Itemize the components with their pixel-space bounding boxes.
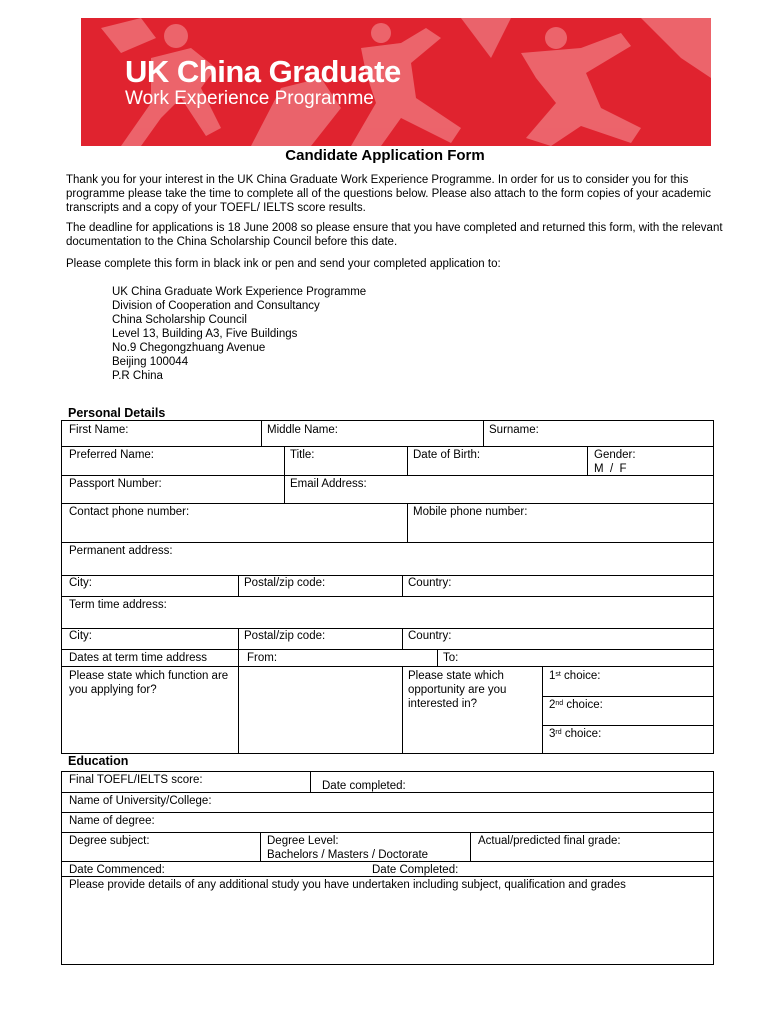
date-of-birth-field[interactable]: Date of Birth:: [413, 449, 481, 461]
address-line: Division of Cooperation and Consultancy: [112, 300, 320, 312]
opportunity-question: Please state which opportunity are you interested in?: [408, 670, 507, 710]
education-heading: Education: [68, 754, 129, 768]
programme-banner: [81, 18, 711, 146]
toefl-ielts-score-field[interactable]: Final TOEFL/IELTS score:: [69, 774, 203, 786]
date-commenced-field[interactable]: Date Commenced:: [69, 864, 165, 876]
third-choice-field[interactable]: 3rd choice:: [549, 728, 602, 740]
date-completed-2-field[interactable]: Date Completed:: [372, 864, 459, 876]
gender-options[interactable]: M / F: [594, 463, 627, 475]
university-field[interactable]: Name of University/College:: [69, 795, 212, 807]
passport-number-field[interactable]: Passport Number:: [69, 478, 162, 490]
personal-details-table: [61, 420, 714, 754]
term-postal-code-field[interactable]: Postal/zip code:: [244, 630, 326, 642]
city-field[interactable]: City:: [69, 577, 92, 589]
country-field[interactable]: Country:: [408, 577, 452, 589]
gender-field[interactable]: [594, 448, 636, 476]
degree-level-field[interactable]: [267, 834, 428, 862]
date-completed-field[interactable]: Date completed:: [322, 780, 406, 792]
address-line: UK China Graduate Work Experience Programme: [112, 286, 367, 298]
banner-title: UK China Graduate: [125, 54, 401, 89]
dates-term-label: Dates at term time address: [69, 652, 208, 664]
degree-subject-field[interactable]: Degree subject:: [69, 835, 150, 847]
function-question: Please state which function are you applying for?: [69, 670, 229, 696]
term-country-field[interactable]: Country:: [408, 630, 452, 642]
first-name-field[interactable]: First Name:: [69, 424, 129, 436]
mailing-address: [112, 285, 366, 383]
email-address-field[interactable]: Email Address:: [290, 478, 367, 490]
personal-details-heading: Personal Details: [68, 406, 166, 420]
additional-study-field[interactable]: Please provide details of any additional study you have undertaken including subject, qualification and grades: [69, 879, 626, 891]
degree-level-options[interactable]: Bachelors / Masters / Doctorate: [267, 849, 429, 861]
degree-level-label: Degree Level:: [267, 835, 339, 847]
mobile-phone-field[interactable]: Mobile phone number:: [413, 506, 528, 518]
middle-name-field[interactable]: Middle Name:: [267, 424, 338, 436]
address-line: China Scholarship Council: [112, 314, 247, 326]
to-date-field[interactable]: To:: [443, 652, 459, 664]
second-choice-field[interactable]: 2nd choice:: [549, 699, 603, 711]
postal-code-field[interactable]: Postal/zip code:: [244, 577, 326, 589]
surname-field[interactable]: Surname:: [489, 424, 539, 436]
title-field[interactable]: Title:: [290, 449, 315, 461]
degree-name-field[interactable]: Name of degree:: [69, 815, 155, 827]
banner-subtitle: Work Experience Programme: [125, 88, 374, 109]
gender-label: Gender:: [594, 449, 636, 461]
education-table: [61, 771, 714, 965]
contact-phone-field[interactable]: Contact phone number:: [69, 506, 190, 518]
address-line: Level 13, Building A3, Five Buildings: [112, 328, 298, 340]
final-grade-field[interactable]: Actual/predicted final grade:: [478, 835, 621, 847]
form-title: Candidate Application Form: [285, 147, 485, 164]
preferred-name-field[interactable]: Preferred Name:: [69, 449, 155, 461]
permanent-address-field[interactable]: Permanent address:: [69, 545, 173, 557]
address-line: P.R China: [112, 370, 163, 382]
from-date-field[interactable]: From:: [247, 652, 278, 664]
address-line: Beijing 100044: [112, 356, 189, 368]
intro-paragraph-3: Please complete this form in black ink or pen and send your completed application to:: [66, 258, 501, 270]
intro-paragraph-2: The deadline for applications is 18 June 2008 so please ensure that you have completed and returned this form, with the relevant documentation to the China Scholarship Council before this date.: [66, 222, 723, 248]
intro-paragraph-1: Thank you for your interest in the UK China Graduate Work Experience Programme. In order for us to consider you for this programme please take the time to complete all of the questions below. Please also attach to the form copies of your academic transcripts and a copy of your TOEFL/ IELTS score results.: [66, 174, 711, 214]
term-city-field[interactable]: City:: [69, 630, 92, 642]
term-time-address-field[interactable]: Term time address:: [69, 599, 167, 611]
first-choice-field[interactable]: 1st choice:: [549, 670, 601, 682]
address-line: No.9 Chegongzhuang Avenue: [112, 342, 266, 354]
